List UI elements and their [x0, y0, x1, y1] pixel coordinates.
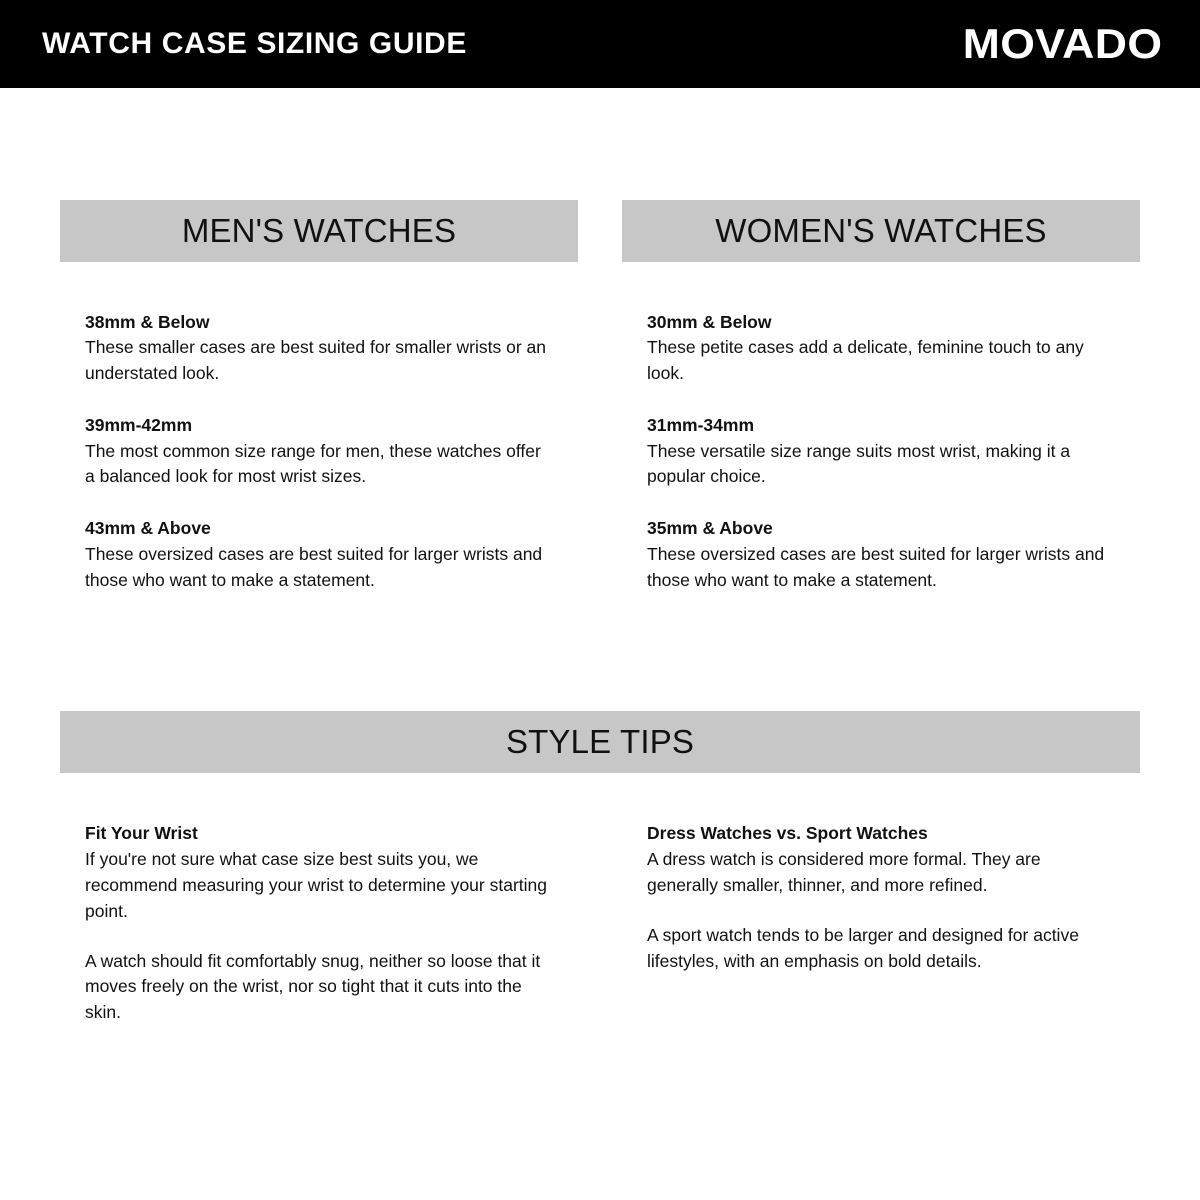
womens-watches-column — [622, 200, 1140, 593]
tip-body: If you're not sure what case size best suits you, we recommend measuring your wrist to determine your starting point. — [85, 848, 547, 921]
page-header — [0, 0, 1200, 88]
mens-watches-entries — [60, 310, 578, 593]
size-entry — [85, 413, 574, 490]
size-entry-title: 35mm & Above — [647, 518, 773, 539]
mens-watches-column — [60, 200, 578, 593]
size-entry — [85, 310, 574, 387]
womens-watches-entries — [622, 310, 1140, 593]
size-entry — [647, 413, 1136, 490]
style-tips-band — [60, 711, 1140, 773]
mens-watches-band — [60, 200, 578, 262]
size-entry — [647, 310, 1136, 387]
movado-logo: MOVADO — [962, 20, 1162, 67]
size-entry-title: 30mm & Below — [647, 312, 772, 332]
size-entry — [85, 516, 574, 593]
size-entry — [647, 516, 1136, 593]
size-entry-body: These smaller cases are best suited for smaller wrists or an understated look. — [85, 337, 546, 384]
dress-vs-sport-column — [622, 821, 1140, 1026]
womens-watches-band — [622, 200, 1140, 262]
tip-body: A dress watch is considered more formal. They are generally smaller, thinner, and more refined. — [647, 848, 1041, 895]
tip-title: Fit Your Wrist — [85, 823, 198, 844]
style-tips-heading: STYLE TIPS — [505, 723, 695, 761]
size-entry-title: 31mm-34mm — [647, 415, 754, 436]
tip-body-secondary: A sport watch tends to be larger and designed for active lifestyles, with an emphasis on bold details. — [647, 924, 1079, 971]
size-entry-body: These versatile size range suits most wrist, making it a popular choice. — [647, 440, 1071, 487]
mens-watches-heading: MEN'S WATCHES — [181, 212, 457, 249]
fit-your-wrist-column — [60, 821, 578, 1026]
size-entry-title: 43mm & Above — [85, 518, 211, 539]
size-entry-body: These oversized cases are best suited for larger wrists and those who want to make a statement. — [85, 543, 543, 590]
tip-body-secondary: A watch should fit comfortably snug, neither so loose that it moves freely on the wrist, nor so tight that it cuts into the skin. — [85, 950, 541, 1023]
size-entry-title: 38mm & Below — [85, 312, 210, 332]
size-entry-body: The most common size range for men, these watches offer a balanced look for most wrist sizes. — [85, 440, 541, 487]
womens-watches-heading: WOMEN'S WATCHES — [715, 212, 1047, 249]
size-entry-body: These petite cases add a delicate, feminine touch to any look. — [647, 337, 1084, 384]
style-tips-section — [60, 711, 1140, 1026]
style-tips-columns — [60, 821, 1140, 1026]
guide-content — [0, 200, 1200, 1026]
size-entry-title: 39mm-42mm — [85, 415, 192, 436]
page-title: WATCH CASE SIZING GUIDE — [42, 27, 467, 60]
tip-title: Dress Watches vs. Sport Watches — [647, 823, 928, 844]
size-entry-body: These oversized cases are best suited for larger wrists and those who want to make a statement. — [647, 543, 1105, 590]
watch-categories — [60, 200, 1140, 593]
